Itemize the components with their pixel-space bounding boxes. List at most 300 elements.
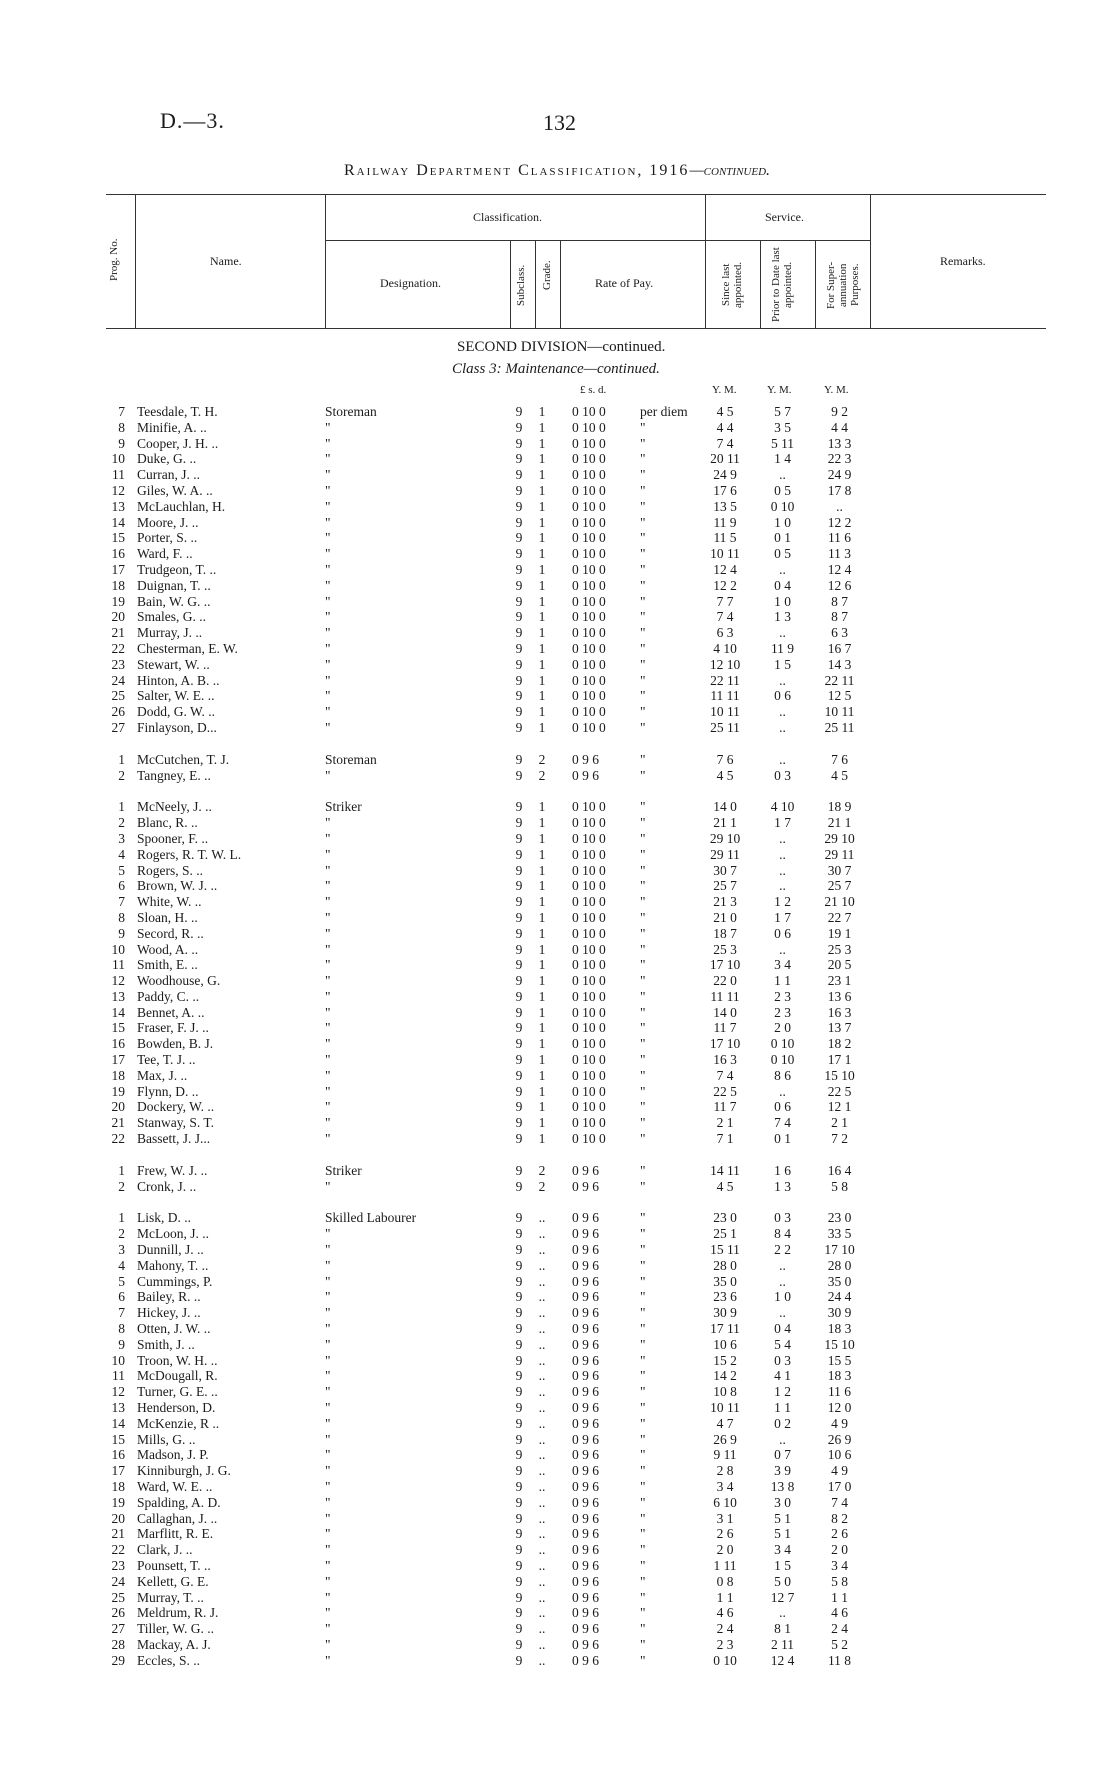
header-bottom-rule [106, 328, 1046, 329]
since-last-cell: 30 9 [713, 1305, 737, 1321]
rate-cell: 0 10 0 [572, 609, 606, 625]
rate-period-cell: " [640, 688, 646, 704]
prior-cell: .. [779, 1083, 786, 1099]
since-last-cell: 7 7 [716, 593, 734, 609]
prog-no-cell: 16 [111, 1036, 125, 1052]
name-cell: Salter, W. E. .. [137, 688, 215, 704]
rate-cell: 0 10 0 [572, 988, 606, 1004]
rate-cell: 0 10 0 [572, 909, 606, 925]
grade-cell: 1 [538, 577, 546, 593]
rate-period-cell: " [640, 957, 646, 973]
rate-cell: 0 10 0 [572, 435, 606, 451]
designation-cell: " [325, 1067, 331, 1083]
table-row [0, 404, 1114, 420]
prior-cell: .. [779, 467, 786, 483]
grade-cell: 1 [538, 514, 546, 530]
name-cell: Dockery, W. .. [137, 1099, 215, 1115]
rate-cell: 0 10 0 [572, 1052, 606, 1068]
prior-cell: 0 6 [774, 925, 791, 941]
superannuation-cell: 4 6 [831, 1605, 848, 1621]
name-cell: Smith, E. .. [137, 957, 198, 973]
since-last-cell: 4 4 [716, 419, 734, 435]
name-cell: Curran, J. .. [137, 467, 200, 483]
prior-cell: 5 11 [770, 435, 795, 451]
table-row [0, 1637, 1114, 1653]
prog-no-cell: 4 [118, 846, 125, 862]
since-last-cell: 7 4 [716, 435, 734, 451]
subclass-cell: 9 [515, 514, 523, 530]
grade-cell: 1 [538, 973, 546, 989]
since-last-cell: 10 8 [713, 1384, 737, 1400]
grade-cell: 1 [538, 909, 546, 925]
since-last-cell: 14 11 [710, 1162, 740, 1178]
col-header-super: For Super-annuation Purposes. [825, 261, 861, 309]
subclass-cell: 9 [515, 1415, 523, 1431]
rate-period-cell: " [640, 815, 646, 831]
name-cell: Tangney, E. .. [137, 767, 211, 783]
since-last-cell: 4 5 [716, 767, 734, 783]
name-cell: Troon, W. H. .. [137, 1352, 218, 1368]
grade-cell: 1 [538, 593, 546, 609]
rate-cell: 0 9 6 [572, 1526, 599, 1542]
rate-cell: 0 9 6 [572, 1447, 599, 1463]
grade-cell: 1 [538, 878, 546, 894]
designation-cell: " [325, 1052, 331, 1068]
prior-cell: 1 5 [774, 656, 791, 672]
col-header-rate: Rate of Pay. [595, 276, 654, 290]
since-last-cell: 14 0 [713, 1004, 737, 1020]
prog-no-cell: 9 [118, 925, 125, 941]
rate-period-cell: " [640, 1052, 646, 1068]
grade-cell: 2 [538, 751, 546, 767]
since-last-cell: 13 5 [713, 498, 737, 514]
subclass-cell: 9 [515, 1557, 523, 1573]
grade-cell: 1 [538, 625, 546, 641]
name-cell: Dodd, G. W. .. [137, 704, 216, 720]
table-row [0, 1242, 1114, 1258]
name-cell: Cronk, J. .. [137, 1178, 197, 1194]
grade-cell: .. [538, 1400, 546, 1416]
superannuation-cell: 2 4 [831, 1621, 848, 1637]
subclass-cell: 9 [515, 451, 523, 467]
rate-cell: 0 9 6 [572, 1573, 599, 1589]
col-header-remarks: Remarks. [940, 254, 986, 268]
ym-unit: Y. M. [767, 384, 792, 396]
rate-cell: 0 9 6 [572, 1273, 599, 1289]
rate-period-cell: " [640, 1289, 646, 1305]
name-cell: Bennet, A. .. [137, 1004, 205, 1020]
rate-cell: 0 10 0 [572, 941, 606, 957]
table-row [0, 878, 1114, 894]
rate-period-cell: " [640, 435, 646, 451]
subclass-cell: 9 [515, 1115, 523, 1131]
col-header-grade: Grade. [541, 260, 553, 290]
grade-cell: 1 [538, 561, 546, 577]
rate-cell: 0 10 0 [572, 467, 606, 483]
prior-cell: .. [779, 1257, 786, 1273]
col-header-name: Name. [210, 254, 242, 268]
col-divider [135, 194, 136, 328]
rate-period-cell: " [640, 1083, 646, 1099]
subclass-cell: 9 [515, 688, 523, 704]
subclass-cell: 9 [515, 1257, 523, 1273]
since-last-cell: 29 11 [710, 846, 740, 862]
prog-no-cell: 13 [111, 988, 125, 1004]
subclass-cell: 9 [515, 546, 523, 562]
table-row [0, 1289, 1114, 1305]
grade-cell: 1 [538, 957, 546, 973]
rate-cell: 0 10 0 [572, 704, 606, 720]
rate-period-cell: " [640, 1431, 646, 1447]
designation-cell: " [325, 1115, 331, 1131]
rate-cell: 0 9 6 [572, 1226, 599, 1242]
subclass-cell: 9 [515, 1131, 523, 1147]
grade-cell: .. [538, 1447, 546, 1463]
since-last-cell: 10 11 [710, 1400, 740, 1416]
subclass-cell: 9 [515, 815, 523, 831]
rate-cell: 0 9 6 [572, 1352, 599, 1368]
superannuation-cell: 25 11 [824, 719, 855, 735]
table-row [0, 1052, 1114, 1068]
designation-cell: " [325, 1257, 331, 1273]
since-last-cell: 2 1 [716, 1115, 734, 1131]
subclass-cell: 9 [515, 846, 523, 862]
grade-cell: 2 [538, 1178, 546, 1194]
subclass-cell: 9 [515, 640, 523, 656]
designation-cell: " [325, 577, 331, 593]
superannuation-cell: 15 10 [824, 1336, 855, 1352]
rate-period-cell: " [640, 909, 646, 925]
superannuation-cell: 7 6 [831, 751, 848, 767]
since-last-cell: 2 8 [716, 1463, 734, 1479]
name-cell: Spooner, F. .. [137, 830, 209, 846]
superannuation-cell: 7 2 [831, 1131, 848, 1147]
subclass-cell: 9 [515, 672, 523, 688]
table-row [0, 831, 1114, 847]
name-cell: Lisk, D. .. [137, 1210, 191, 1226]
prior-cell: 12 4 [770, 1652, 795, 1668]
staff-table-body [0, 404, 1114, 1669]
subclass-cell: 9 [515, 1621, 523, 1637]
superannuation-cell: 5 8 [831, 1178, 848, 1194]
prog-no-cell: 19 [111, 593, 125, 609]
since-last-cell: 7 4 [716, 609, 734, 625]
rate-period-cell: " [640, 862, 646, 878]
prog-no-cell: 27 [111, 719, 125, 735]
prior-cell: 1 2 [774, 1384, 791, 1400]
rate-cell: 0 10 0 [572, 656, 606, 672]
rate-period-cell: " [640, 1652, 646, 1668]
subclass-cell: 9 [515, 704, 523, 720]
prior-cell: 3 5 [774, 419, 791, 435]
rate-cell: 0 9 6 [572, 1289, 599, 1305]
subclass-cell: 9 [515, 625, 523, 641]
grade-cell: .. [538, 1621, 546, 1637]
service-subrule [705, 240, 870, 241]
since-last-cell: 24 9 [713, 467, 737, 483]
rate-period-cell: " [640, 514, 646, 530]
prog-no-cell: 1 [118, 1210, 125, 1226]
since-last-cell: 21 3 [713, 894, 737, 910]
subclass-cell: 9 [515, 957, 523, 973]
since-last-cell: 7 1 [716, 1131, 734, 1147]
subclass-cell: 9 [515, 878, 523, 894]
subclass-cell: 9 [515, 767, 523, 783]
col-header-prior: Prior to Date last appointed. [770, 247, 794, 323]
prog-no-cell: 1 [118, 799, 125, 815]
superannuation-cell: 11 6 [827, 530, 852, 546]
rate-cell: 0 9 6 [572, 1652, 599, 1668]
name-cell: Woodhouse, G. [137, 973, 221, 989]
designation-cell: " [325, 767, 331, 783]
prior-cell: .. [779, 846, 786, 862]
grade-cell: .. [538, 1431, 546, 1447]
rate-period-cell: " [640, 1131, 646, 1147]
name-cell: McKenzie, R .. [137, 1415, 220, 1431]
superannuation-cell: 15 10 [824, 1067, 855, 1083]
rate-period-cell: " [640, 498, 646, 514]
rate-period-cell: " [640, 451, 646, 467]
prior-cell: .. [779, 719, 786, 735]
since-last-cell: 35 0 [713, 1273, 737, 1289]
name-cell: Sloan, H. .. [137, 909, 198, 925]
name-cell: Teesdale, T. H. [137, 404, 218, 419]
prog-no-cell: 2 [118, 767, 125, 783]
since-last-cell: 12 10 [709, 656, 741, 672]
subclass-cell: 9 [515, 1352, 523, 1368]
grade-cell: 1 [538, 1115, 546, 1131]
superannuation-cell: .. [836, 498, 843, 514]
rate-period-cell: " [640, 894, 646, 910]
col-divider [325, 194, 326, 328]
designation-cell: " [325, 498, 331, 514]
designation-cell: " [325, 1431, 331, 1447]
designation-cell: " [325, 1621, 331, 1637]
grade-cell: .. [538, 1605, 546, 1621]
superannuation-cell: 8 7 [831, 609, 848, 625]
designation-cell: " [325, 1589, 331, 1605]
table-row [0, 957, 1114, 973]
prog-no-cell: 11 [112, 1368, 125, 1384]
since-last-cell: 17 10 [709, 1036, 741, 1052]
prog-no-cell: 22 [111, 1131, 125, 1147]
name-cell: Ward, F. .. [137, 546, 193, 562]
group-gap [0, 1147, 1114, 1163]
table-row [0, 1432, 1114, 1448]
designation-cell: " [325, 1352, 331, 1368]
rate-period-cell: " [640, 704, 646, 720]
superannuation-cell: 26 9 [827, 1431, 852, 1447]
table-row [0, 1590, 1114, 1606]
rate-cell: 0 10 0 [572, 846, 606, 862]
subclass-cell: 9 [515, 435, 523, 451]
subclass-cell: 9 [515, 1463, 523, 1479]
rate-period-cell: " [640, 846, 646, 862]
since-last-cell: 30 7 [713, 862, 737, 878]
prior-cell: 1 0 [774, 1289, 791, 1305]
rate-cell: 0 10 0 [572, 1067, 606, 1083]
name-cell: Hickey, J. .. [137, 1305, 201, 1321]
designation-cell: " [325, 941, 331, 957]
prior-cell: 0 3 [774, 1210, 791, 1226]
since-last-cell: 22 11 [710, 672, 740, 688]
since-last-cell: 7 4 [716, 1067, 734, 1083]
table-row [0, 1274, 1114, 1290]
since-last-cell: 3 4 [716, 1479, 734, 1494]
table-row [0, 1447, 1114, 1463]
subclass-cell: 9 [515, 1573, 523, 1589]
rate-cell: 0 10 0 [572, 862, 606, 878]
table-row [0, 720, 1114, 736]
superannuation-cell: 7 4 [831, 1494, 848, 1510]
superannuation-cell: 25 7 [827, 878, 852, 894]
grade-cell: .. [538, 1321, 546, 1337]
designation-cell: " [325, 435, 331, 451]
since-last-cell: 7 6 [716, 751, 734, 767]
name-cell: Meldrum, R. J. [137, 1605, 219, 1621]
since-last-cell: 4 5 [716, 1178, 734, 1194]
since-last-cell: 23 0 [713, 1210, 737, 1226]
prior-cell: .. [779, 878, 786, 894]
rate-cell: 0 9 6 [572, 1305, 599, 1321]
name-cell: Cooper, J. H. .. [137, 435, 219, 451]
prog-no-cell: 10 [111, 451, 125, 467]
since-last-cell: 2 6 [716, 1526, 734, 1542]
table-row [0, 1621, 1114, 1637]
rate-cell: 0 9 6 [572, 751, 599, 767]
rate-cell: 0 10 0 [572, 925, 606, 941]
prior-cell: 3 9 [774, 1463, 791, 1479]
money-units: £ s. d. [580, 384, 607, 396]
name-cell: Callaghan, J. .. [137, 1510, 218, 1526]
rate-cell: 0 10 0 [572, 894, 606, 910]
grade-cell: 1 [538, 609, 546, 625]
name-cell: Kellett, G. E. [137, 1573, 209, 1589]
prior-cell: .. [779, 941, 786, 957]
prior-cell: 0 10 [770, 1036, 795, 1052]
superannuation-cell: 12 0 [827, 1400, 852, 1416]
superannuation-cell: 18 3 [827, 1368, 852, 1384]
table-row [0, 641, 1114, 657]
superannuation-cell: 22 3 [827, 451, 852, 467]
name-cell: Giles, W. A. .. [137, 482, 213, 498]
grade-cell: 1 [538, 435, 546, 451]
designation-cell: " [325, 530, 331, 546]
table-row [0, 768, 1114, 784]
rate-cell: 0 10 0 [572, 514, 606, 530]
name-cell: Turner, G. E. .. [137, 1384, 218, 1400]
prior-cell: 7 4 [774, 1115, 791, 1131]
rate-cell: 0 9 6 [572, 1257, 599, 1273]
superannuation-cell: 10 6 [827, 1447, 852, 1463]
prior-cell: 0 5 [774, 482, 791, 498]
since-last-cell: 22 5 [713, 1083, 737, 1099]
prior-cell: 3 0 [774, 1494, 791, 1510]
prior-cell: 0 1 [774, 530, 791, 546]
subclass-cell: 9 [515, 894, 523, 910]
rate-cell: 0 10 0 [572, 688, 606, 704]
name-cell: Kinniburgh, J. G. [137, 1463, 231, 1479]
rate-cell: 0 10 0 [572, 640, 606, 656]
col-divider [760, 240, 761, 328]
designation-cell: " [325, 625, 331, 641]
name-cell: Paddy, C. .. [137, 988, 200, 1004]
rate-cell: 0 10 0 [572, 973, 606, 989]
prior-cell: 1 0 [774, 514, 791, 530]
table-row [0, 1353, 1114, 1369]
designation-cell: " [325, 1636, 331, 1652]
rate-cell: 0 9 6 [572, 1321, 599, 1337]
since-last-cell: 20 11 [710, 451, 740, 467]
prior-cell: .. [779, 1605, 786, 1621]
table-row [0, 594, 1114, 610]
rate-period-cell: " [640, 1242, 646, 1258]
grade-cell: .. [538, 1368, 546, 1384]
name-cell: Madson, J. P. [137, 1447, 209, 1463]
rate-cell: 0 10 0 [572, 830, 606, 846]
rate-cell: 0 10 0 [572, 878, 606, 894]
grade-cell: 1 [538, 988, 546, 1004]
rate-cell: 0 9 6 [572, 1210, 599, 1226]
table-row [0, 420, 1114, 436]
page-title [0, 162, 1114, 180]
designation-cell: " [325, 878, 331, 894]
superannuation-cell: 25 3 [827, 941, 852, 957]
table-row [0, 799, 1114, 815]
table-row [0, 436, 1114, 452]
table-row [0, 1258, 1114, 1274]
prior-cell: 1 7 [774, 909, 791, 925]
designation-cell: " [325, 1400, 331, 1416]
grade-cell: 1 [538, 404, 546, 419]
grade-cell: 1 [538, 704, 546, 720]
name-cell: Tiller, W. G. .. [137, 1621, 214, 1637]
name-cell: Bowden, B. J. [137, 1036, 214, 1052]
grade-cell: 1 [538, 1036, 546, 1052]
prog-no-cell: 7 [118, 1305, 125, 1321]
superannuation-cell: 13 6 [827, 988, 852, 1004]
superannuation-cell: 30 9 [827, 1305, 852, 1321]
grade-cell: 2 [538, 767, 546, 783]
name-cell: Murray, J. .. [137, 625, 203, 641]
prior-cell: 2 2 [774, 1242, 791, 1258]
col-header-since-last: Since last appointed. [720, 261, 744, 309]
superannuation-cell: 4 5 [831, 767, 848, 783]
grade-cell: 1 [538, 719, 546, 735]
prog-no-cell: 2 [118, 815, 125, 831]
name-cell: Minifie, A. .. [137, 419, 207, 435]
rate-period-cell: " [640, 799, 646, 815]
name-cell: Flynn, D. .. [137, 1083, 199, 1099]
name-cell: Ward, W. E. .. [137, 1479, 213, 1494]
prog-no-cell: 8 [118, 419, 125, 435]
table-row [0, 1368, 1114, 1384]
rate-period-cell: " [640, 1099, 646, 1115]
designation-cell: " [325, 862, 331, 878]
subclass-cell: 9 [515, 1242, 523, 1258]
subclass-cell: 9 [515, 909, 523, 925]
rate-period-cell: " [640, 1573, 646, 1589]
name-cell: Duke, G. .. [137, 451, 197, 467]
prior-cell: 2 3 [774, 988, 791, 1004]
subclass-cell: 9 [515, 1384, 523, 1400]
prog-no-cell: 3 [118, 1242, 125, 1258]
table-row [0, 1179, 1114, 1195]
rate-cell: 0 10 0 [572, 482, 606, 498]
prior-cell: 5 1 [774, 1526, 791, 1542]
prior-cell: 3 4 [774, 957, 791, 973]
rate-cell: 0 10 0 [572, 561, 606, 577]
